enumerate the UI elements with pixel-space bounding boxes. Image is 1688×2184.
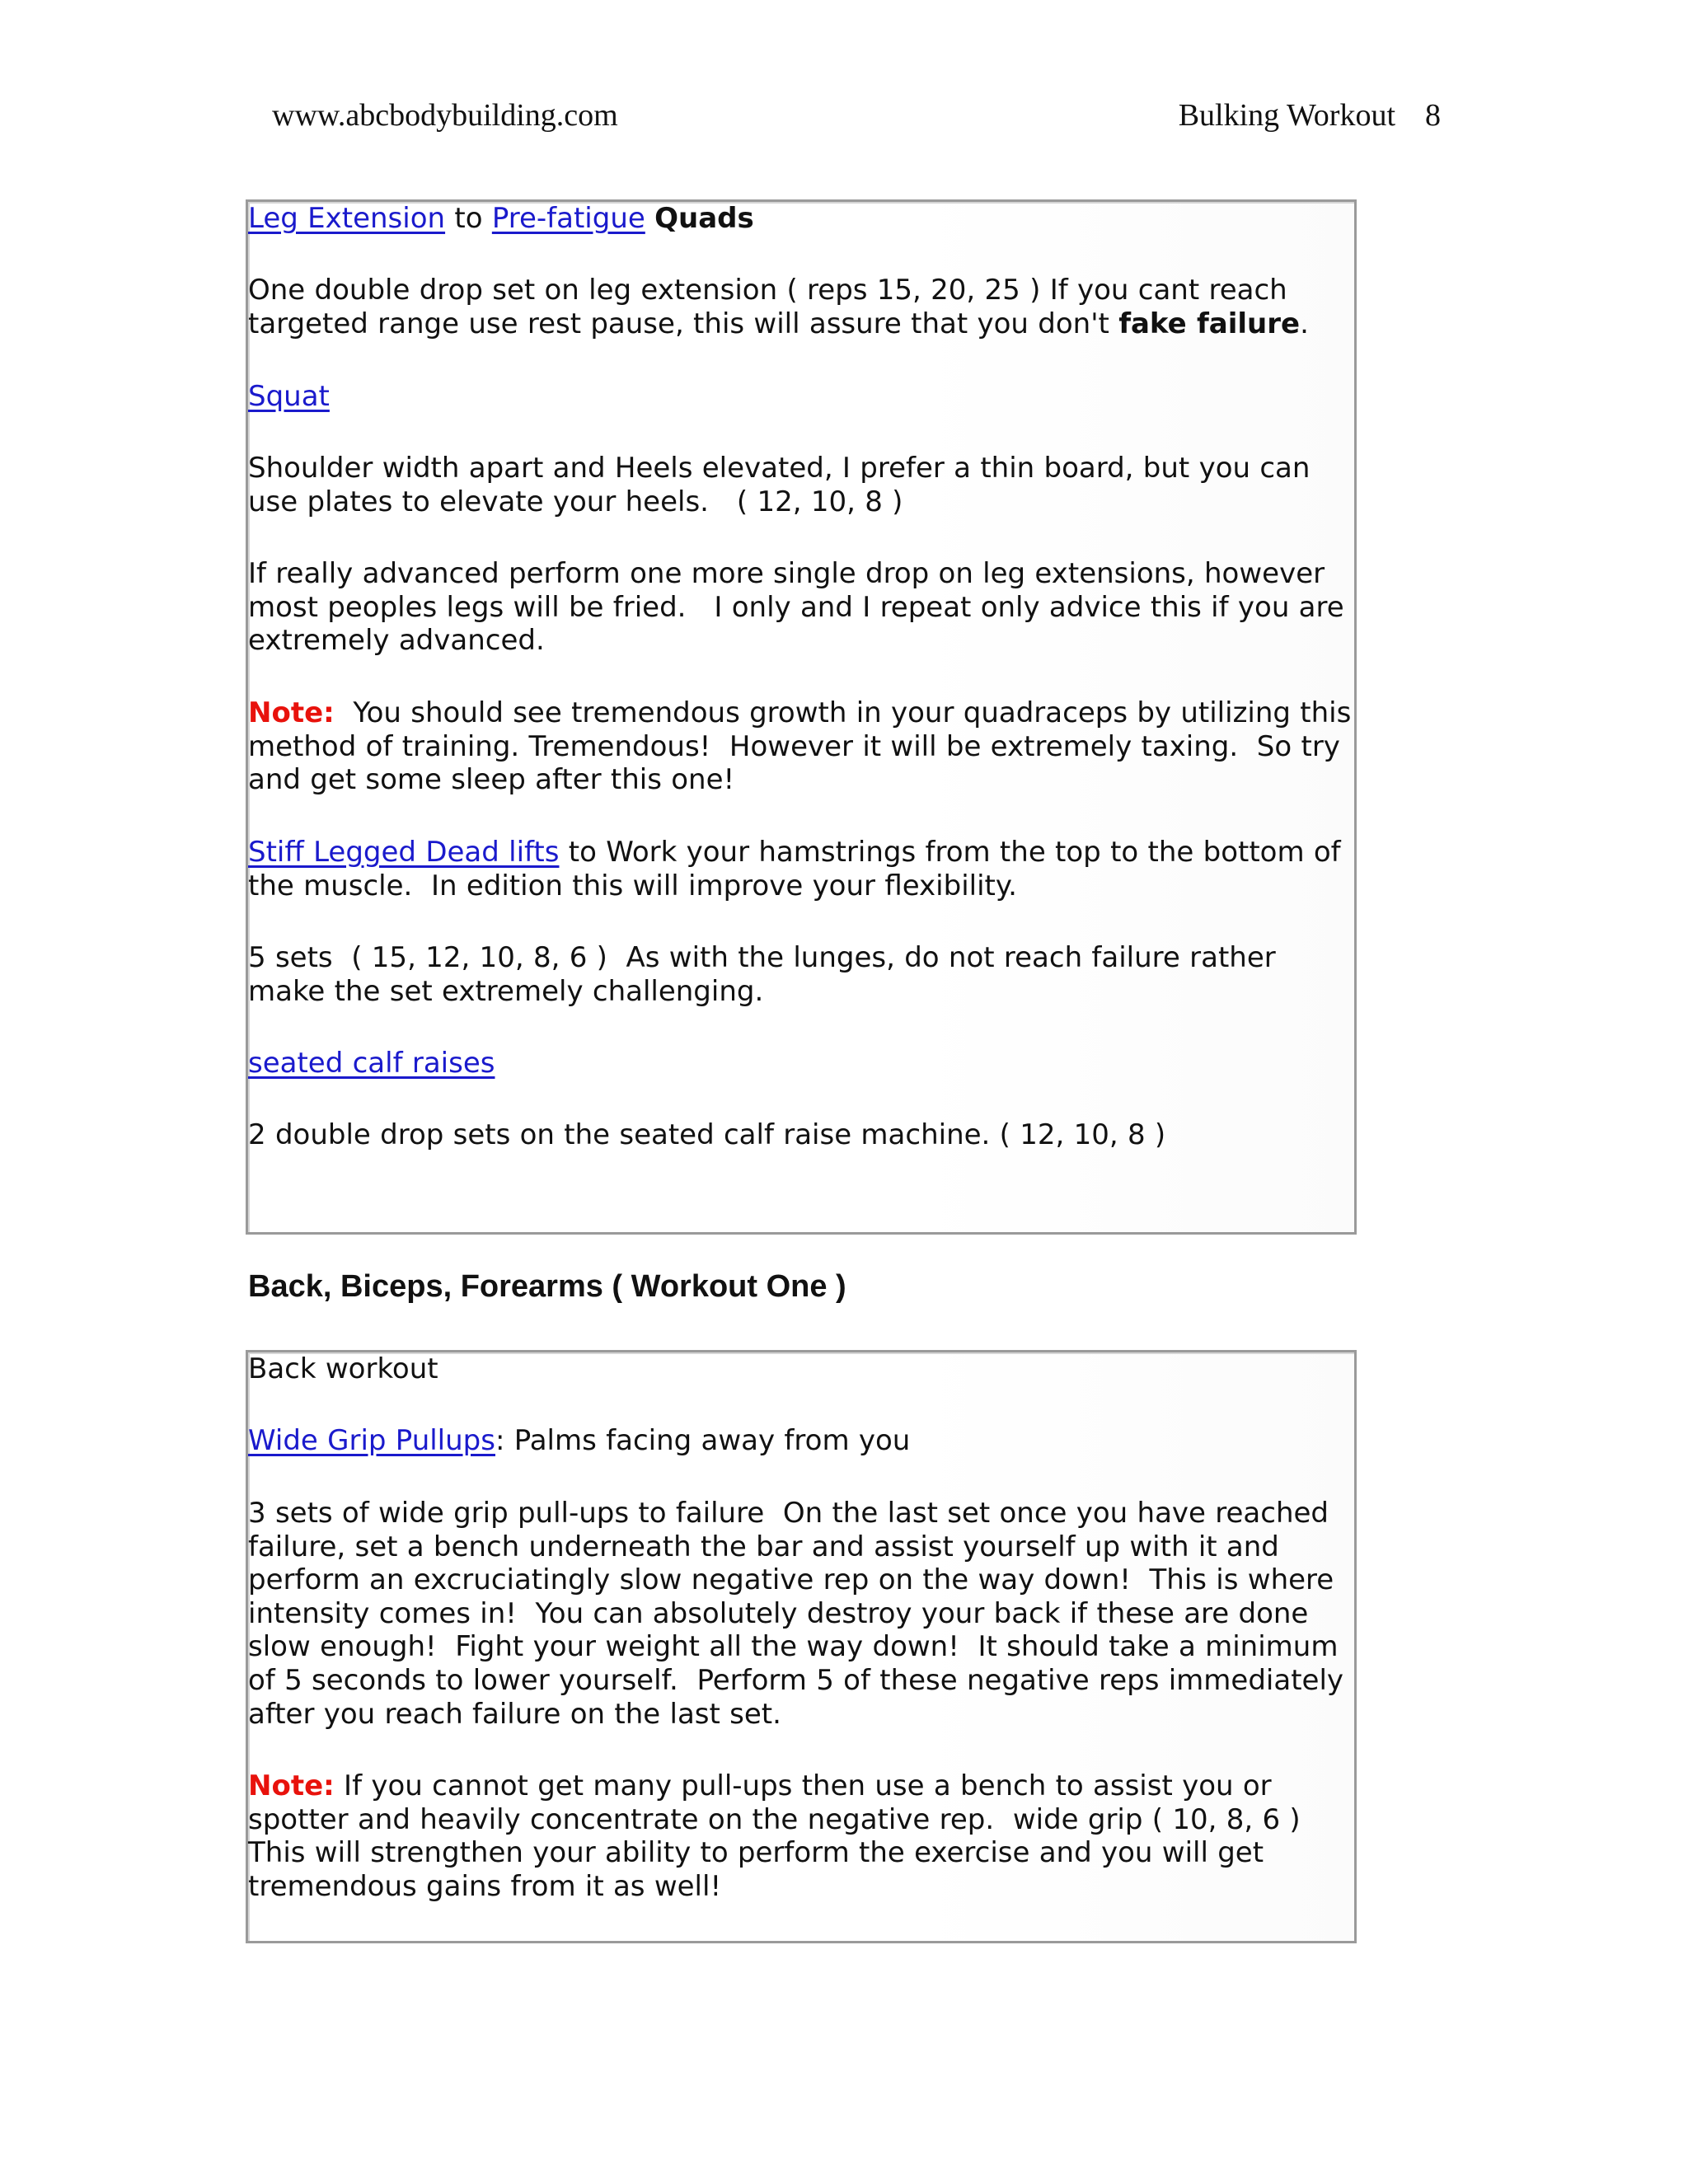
text-span: to Work your hamstrings from the top to the bottom of	[559, 836, 1341, 869]
pullups-desc-6: of 5 seconds to lower yourself. Perform 5 of these negative reps immediately	[248, 1664, 1344, 1697]
back-workout-title: Back workout	[248, 1352, 438, 1385]
site-url: www.abcbodybuilding.com	[272, 98, 618, 133]
squat-line	[248, 380, 330, 414]
page-number: 8	[1425, 98, 1441, 133]
squat-desc-1: Shoulder width apart and Heels elevated, I prefer a thin board, but you can	[248, 452, 1311, 485]
text-span: You should see tremendous growth in your quadraceps by utilizing this	[334, 696, 1352, 729]
advanced-note-1: If really advanced perform one more single drop on leg extensions, however	[248, 557, 1325, 590]
text-span: .	[1300, 307, 1309, 340]
note-label: Note:	[248, 1769, 335, 1802]
back-note-line-1	[248, 1769, 1272, 1803]
leg-extension-link[interactable]: Leg Extension	[248, 202, 446, 235]
section-heading: Back, Biceps, Forearms ( Workout One )	[248, 1269, 846, 1304]
back-workout-box	[246, 1350, 1357, 1943]
back-note-line-4: tremendous gains from it as well!	[248, 1869, 722, 1903]
pullups-desc-2: failure, set a bench underneath the bar and assist yourself up with it and	[248, 1530, 1279, 1563]
text-span: targeted range use rest pause, this will assure that you don't	[248, 307, 1119, 340]
note-label: Note:	[248, 696, 335, 729]
advanced-note-2: most peoples legs will be fried. I only and I repeat only advice this if you are	[248, 590, 1344, 624]
calf-desc: 2 double drop sets on the seated calf raise machine. ( 12, 10, 8 )	[248, 1118, 1166, 1151]
sldl-line-1	[248, 836, 1341, 869]
running-header	[1179, 97, 1441, 134]
note-line-1	[248, 696, 1351, 730]
advanced-note-3: extremely advanced.	[248, 624, 545, 658]
seated-calf-raises-link[interactable]: seated calf raises	[248, 1047, 495, 1080]
back-note-line-3: This will strengthen your ability to perform the exercise and you will get	[248, 1836, 1264, 1870]
sldl-line-2: the muscle. In edition this will improve your flexibility.	[248, 869, 1017, 902]
prefatigue-link[interactable]: Pre-fatigue	[491, 202, 645, 235]
text-span: : Palms facing away from you	[495, 1424, 911, 1457]
back-note-line-2: spotter and heavily concentrate on the negative rep. wide grip ( 10, 8, 6 )	[248, 1802, 1301, 1836]
section-title: Bulking Workout	[1178, 98, 1395, 133]
wide-grip-pullups-link[interactable]: Wide Grip Pullups	[248, 1424, 495, 1457]
note-line-3: and get some sleep after this one!	[248, 763, 735, 797]
pullups-desc-7: after you reach failure on the last set.	[248, 1697, 781, 1731]
squat-desc-2: use plates to elevate your heels. ( 12, 10, 8 )	[248, 485, 903, 518]
pullups-desc-5: slow enough! Fight your weight all the way down! It should take a minimum	[248, 1630, 1339, 1664]
pullups-desc-4: intensity comes in! You can absolutely destroy your back if these are done	[248, 1596, 1309, 1630]
leg-extension-desc-2	[248, 307, 1309, 341]
calf-line	[248, 1047, 495, 1080]
fake-failure-bold: fake failure	[1118, 307, 1301, 340]
sets-line-1: 5 sets ( 15, 12, 10, 8, 6 ) As with the lunges, do not reach failure rather	[248, 941, 1276, 974]
squat-link[interactable]: Squat	[248, 380, 330, 413]
sets-line-2: make the set extremely challenging.	[248, 974, 764, 1008]
quads-label: Quads	[654, 202, 754, 235]
connector-text: to	[454, 202, 483, 235]
text-span: If you cannot get many pull-ups then use a bench to assist you or	[334, 1769, 1272, 1802]
leg-workout-box	[246, 199, 1357, 1235]
pullups-desc-1: 3 sets of wide grip pull-ups to failure On the last set once you have reached	[248, 1497, 1329, 1530]
leg-extension-line	[248, 202, 754, 236]
note-line-2: method of training. Tremendous! However it will be extremely taxing. So try	[248, 729, 1340, 763]
leg-extension-desc-1: One double drop set on leg extension ( reps 15, 20, 25 ) If you cant reach	[248, 274, 1287, 307]
pullups-desc-3: perform an excruciatingly slow negative rep on the way down! This is where	[248, 1563, 1334, 1597]
stiff-legged-deadlifts-link[interactable]: Stiff Legged Dead lifts	[248, 836, 560, 869]
pullups-line	[248, 1424, 910, 1458]
